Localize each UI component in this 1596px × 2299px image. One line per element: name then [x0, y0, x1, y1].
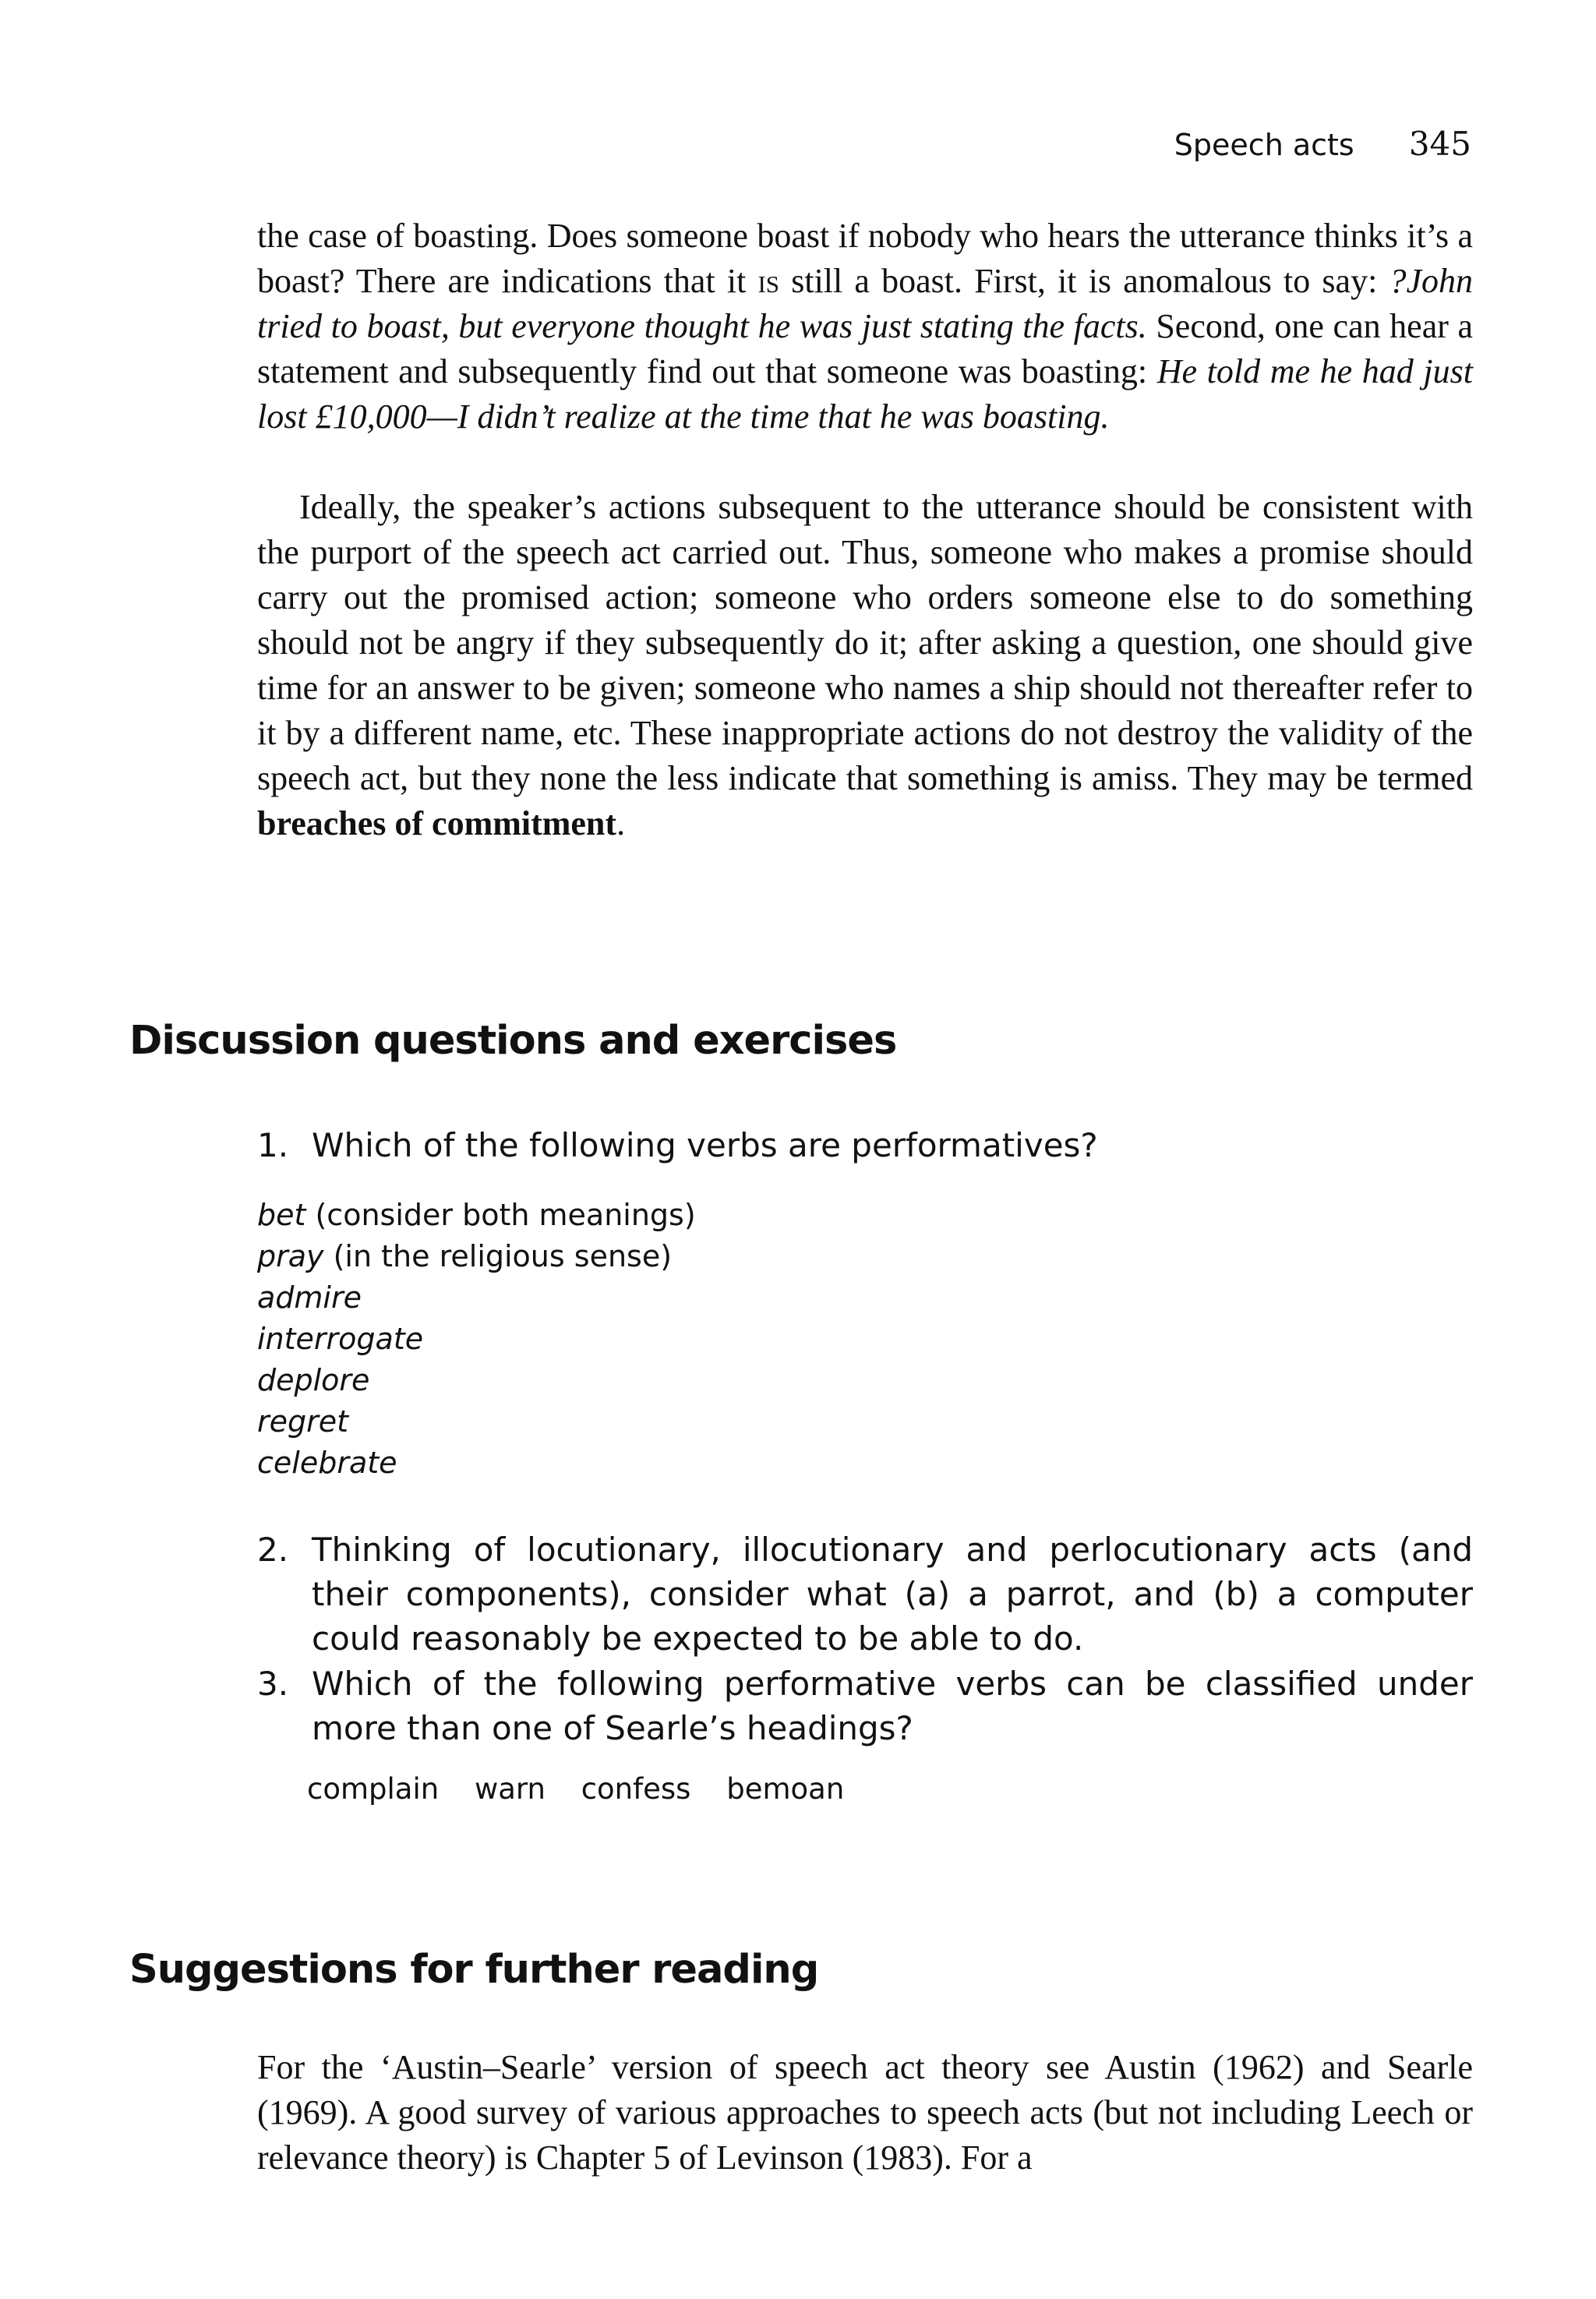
- question-number: 1.: [257, 1126, 289, 1164]
- page-number: 345: [1408, 125, 1471, 163]
- section-heading-discussion: Discussion questions and exercises: [129, 1018, 897, 1064]
- text-run: still a boast. First, it is anomalous to say:: [779, 262, 1389, 300]
- list-item: [257, 1360, 696, 1401]
- body-paragraph-boasting: [257, 214, 1473, 440]
- text-run: Ideally, the speaker’s actions subsequent to the utterance should be consistent with the purport of the speech act carried out. Thus, someone who makes a promise should carry out the promised action; someone who orders someone else to do something should not be angry if they subsequently do it; after asking a question, one should give time for an answer to be given; someone who names a ship should not thereafter refer to it by a different name, etc. These inappropriate actions do not destroy the validity of the speech act, but they none the less indicate that something is amiss. They may be termed: [257, 488, 1473, 797]
- verb: regret: [257, 1404, 349, 1439]
- running-title: Speech acts: [1174, 128, 1354, 162]
- verb: bet: [257, 1198, 306, 1232]
- verb: warn: [474, 1772, 546, 1806]
- list-item: [257, 1319, 696, 1360]
- text-run-smallcaps: is: [757, 262, 780, 300]
- question-1: [257, 1123, 1473, 1167]
- list-item: [257, 1277, 696, 1319]
- list-item: [257, 1401, 696, 1443]
- list-item: [257, 1443, 696, 1484]
- question-number: 3.: [257, 1665, 289, 1703]
- verb-note: (in the religious sense): [323, 1239, 673, 1273]
- list-item: [257, 1195, 696, 1236]
- question-number: 2.: [257, 1531, 289, 1569]
- verb: pray: [257, 1239, 324, 1273]
- example-sentence: He told me he had just lost £10,000—I didn’t realize at the time that he was boasting.: [257, 352, 1473, 436]
- question-text: Thinking of locutionary, illocutionary and perlocutionary acts (and their components), consider what (a) a parrot, and (b) a computer could reasonably be expected to be able to do.: [312, 1531, 1473, 1658]
- body-paragraph-reading: For the ‘Austin–Searle’ version of speech act theory see Austin (1962) and Searle (1969). A good survey of various approaches to speech acts (but not including Leech or relevance theory) is Chapter 5 of Levinson (1983). For a: [257, 2048, 1473, 2177]
- text-run: the case of boasting. Does someone boast if nobody who hears the utterance thinks it’s a boast? There are indications that it: [257, 217, 1473, 300]
- verb: admire: [257, 1280, 362, 1315]
- running-head: [1174, 125, 1471, 163]
- verb-row: [307, 1772, 870, 1806]
- body-paragraph-commitment: [257, 485, 1473, 846]
- text-run: Second, one can hear a statement and subsequently find out that someone was boasting:: [257, 307, 1473, 390]
- question-2: [257, 1527, 1473, 1661]
- key-term: breaches of commitment: [257, 804, 617, 842]
- section-heading-further-reading: Suggestions for further reading: [129, 1947, 819, 1993]
- text-run: .: [616, 804, 626, 842]
- verb: celebrate: [257, 1446, 397, 1480]
- verb: confess: [581, 1772, 691, 1806]
- question-text: Which of the following verbs are performatives?: [312, 1126, 1098, 1164]
- verb-note: (consider both meanings): [305, 1198, 696, 1232]
- example-sentence: ?John tried to boast, but everyone thought he was just stating the facts.: [257, 262, 1474, 345]
- list-item: [257, 1236, 696, 1277]
- verb: deplore: [257, 1363, 370, 1397]
- question-text: Which of the following performative verbs can be classified under more than one of Searle’s headings?: [312, 1665, 1473, 1747]
- question-3: [257, 1662, 1473, 1750]
- verb: complain: [307, 1772, 440, 1806]
- verb: interrogate: [257, 1322, 424, 1356]
- verb: bemoan: [726, 1772, 845, 1806]
- verb-list: [257, 1195, 696, 1484]
